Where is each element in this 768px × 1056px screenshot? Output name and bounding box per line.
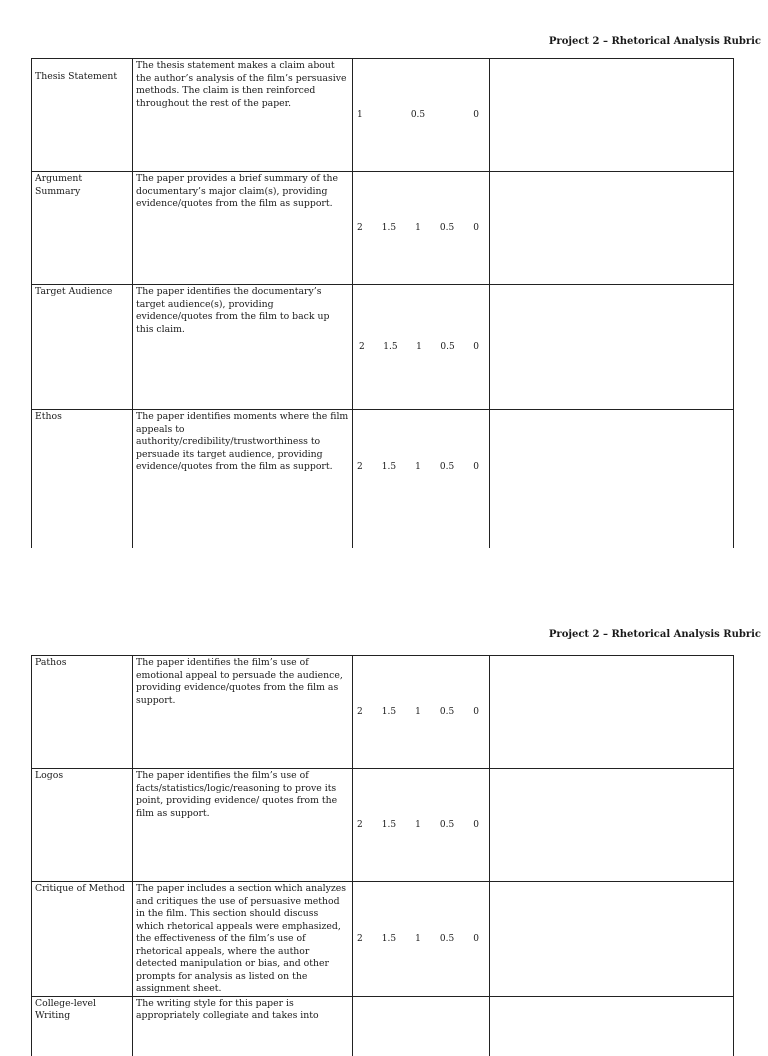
score-cell — [353, 996, 490, 1056]
score-option: 1 — [416, 341, 422, 352]
score-option: 0.5 — [439, 819, 455, 830]
score-option: 1.5 — [381, 819, 397, 830]
rubric-row — [32, 882, 734, 997]
criterion-cell: Pathos — [32, 656, 133, 769]
score-option: 2 — [357, 706, 363, 717]
score-cell — [353, 656, 490, 769]
score-cell — [353, 285, 490, 410]
score-cell — [353, 769, 490, 882]
description-cell: The paper includes a section which analyzes and critiques the use of persuasive method in the film. This section should discuss which rhetorical appeals were emphasized, the effectiveness of the film’s use of rhetorical appeals, where the author detected manipulation or bias, and other prompts for analysis as listed on the assignment sheet. — [133, 882, 353, 997]
score-option: 0 — [473, 706, 479, 717]
score-option: 1.5 — [383, 341, 398, 352]
comments-cell[interactable] — [490, 996, 734, 1056]
description-cell: The paper provides a brief summary of the documentary’s major claim(s), providing evidence/quotes from the film as support. — [133, 172, 353, 285]
comments-cell[interactable] — [490, 59, 734, 172]
comments-cell[interactable] — [490, 882, 734, 997]
score-option: 0 — [473, 222, 479, 233]
page-header: Project 2 – Rhetorical Analysis Rubric — [548, 629, 761, 640]
comments-cell[interactable] — [490, 656, 734, 769]
score-option: 0 — [473, 109, 479, 120]
score-cell — [353, 410, 490, 549]
rubric-row — [32, 59, 734, 172]
score-option: 1.5 — [381, 462, 397, 472]
score-option: 1 — [415, 462, 421, 472]
score-option: 0.5 — [439, 222, 455, 233]
criterion-cell: Logos — [32, 769, 133, 882]
score-option: 0.5 — [439, 706, 455, 717]
rubric-table — [31, 655, 734, 1056]
score-option: 0 — [473, 341, 479, 352]
rubric-row — [32, 410, 734, 549]
page-gap — [0, 548, 768, 570]
score-option: 1.5 — [381, 706, 397, 717]
comments-cell[interactable] — [490, 769, 734, 882]
rubric-row — [32, 656, 734, 769]
criterion-cell: College-level Writing — [32, 996, 133, 1056]
score-option: 2 — [357, 462, 363, 472]
rubric-row — [32, 769, 734, 882]
score-option: 0.5 — [440, 341, 455, 352]
score-option: 1.5 — [381, 222, 397, 233]
comments-cell[interactable] — [490, 410, 734, 549]
score-option: 1 — [415, 222, 421, 233]
rubric-page-2 — [0, 570, 768, 1024]
page-header: Project 2 – Rhetorical Analysis Rubric — [548, 36, 761, 47]
score-option: 0 — [473, 819, 479, 830]
criterion-cell: Ethos — [32, 410, 133, 549]
score-option: 0 — [473, 933, 479, 944]
criterion-cell: Target Audience — [32, 285, 133, 410]
score-option: 1 — [357, 109, 363, 120]
criterion-cell: Thesis Statement — [32, 59, 133, 172]
score-option: 1 — [415, 819, 421, 830]
rubric-row — [32, 285, 734, 410]
score-option: 0.5 — [410, 109, 426, 120]
description-cell: The thesis statement makes a claim about the author’s analysis of the film’s persuasive methods. The claim is then reinforced throughout the rest of the paper. — [133, 59, 353, 172]
description-cell: The writing style for this paper is appropriately collegiate and takes into — [133, 996, 353, 1056]
description-cell: The paper identifies the film’s use of emotional appeal to persuade the audience, providing evidence/quotes from the film as support. — [133, 656, 353, 769]
score-option: 0.5 — [439, 462, 455, 472]
score-option: 2 — [357, 819, 363, 830]
score-option: 2 — [359, 341, 365, 352]
rubric-row — [32, 172, 734, 285]
description-cell: The paper identifies the documentary’s target audience(s), providing evidence/quotes from the film to back up this claim. — [133, 285, 353, 410]
rubric-table — [31, 58, 734, 549]
rubric-row — [32, 996, 734, 1056]
score-option: 2 — [357, 933, 363, 944]
score-option: 0.5 — [439, 933, 455, 944]
score-cell — [353, 172, 490, 285]
description-cell: The paper identifies moments where the film appeals to authority/credibility/trustworthiness to persuade its target audience, providing evidence/quotes from the film as support. — [133, 410, 353, 549]
criterion-cell: Argument Summary — [32, 172, 133, 285]
score-option: 1 — [415, 706, 421, 717]
score-option: 1 — [415, 933, 421, 944]
score-option: 1.5 — [381, 933, 397, 944]
comments-cell[interactable] — [490, 285, 734, 410]
score-option: 0 — [473, 462, 479, 472]
score-cell — [353, 882, 490, 997]
comments-cell[interactable] — [490, 172, 734, 285]
score-cell — [353, 59, 490, 172]
score-option: 2 — [357, 222, 363, 233]
criterion-cell: Critique of Method — [32, 882, 133, 997]
description-cell: The paper identifies the film’s use of facts/statistics/logic/reasoning to prove its point, providing evidence/ quotes from the film as support. — [133, 769, 353, 882]
